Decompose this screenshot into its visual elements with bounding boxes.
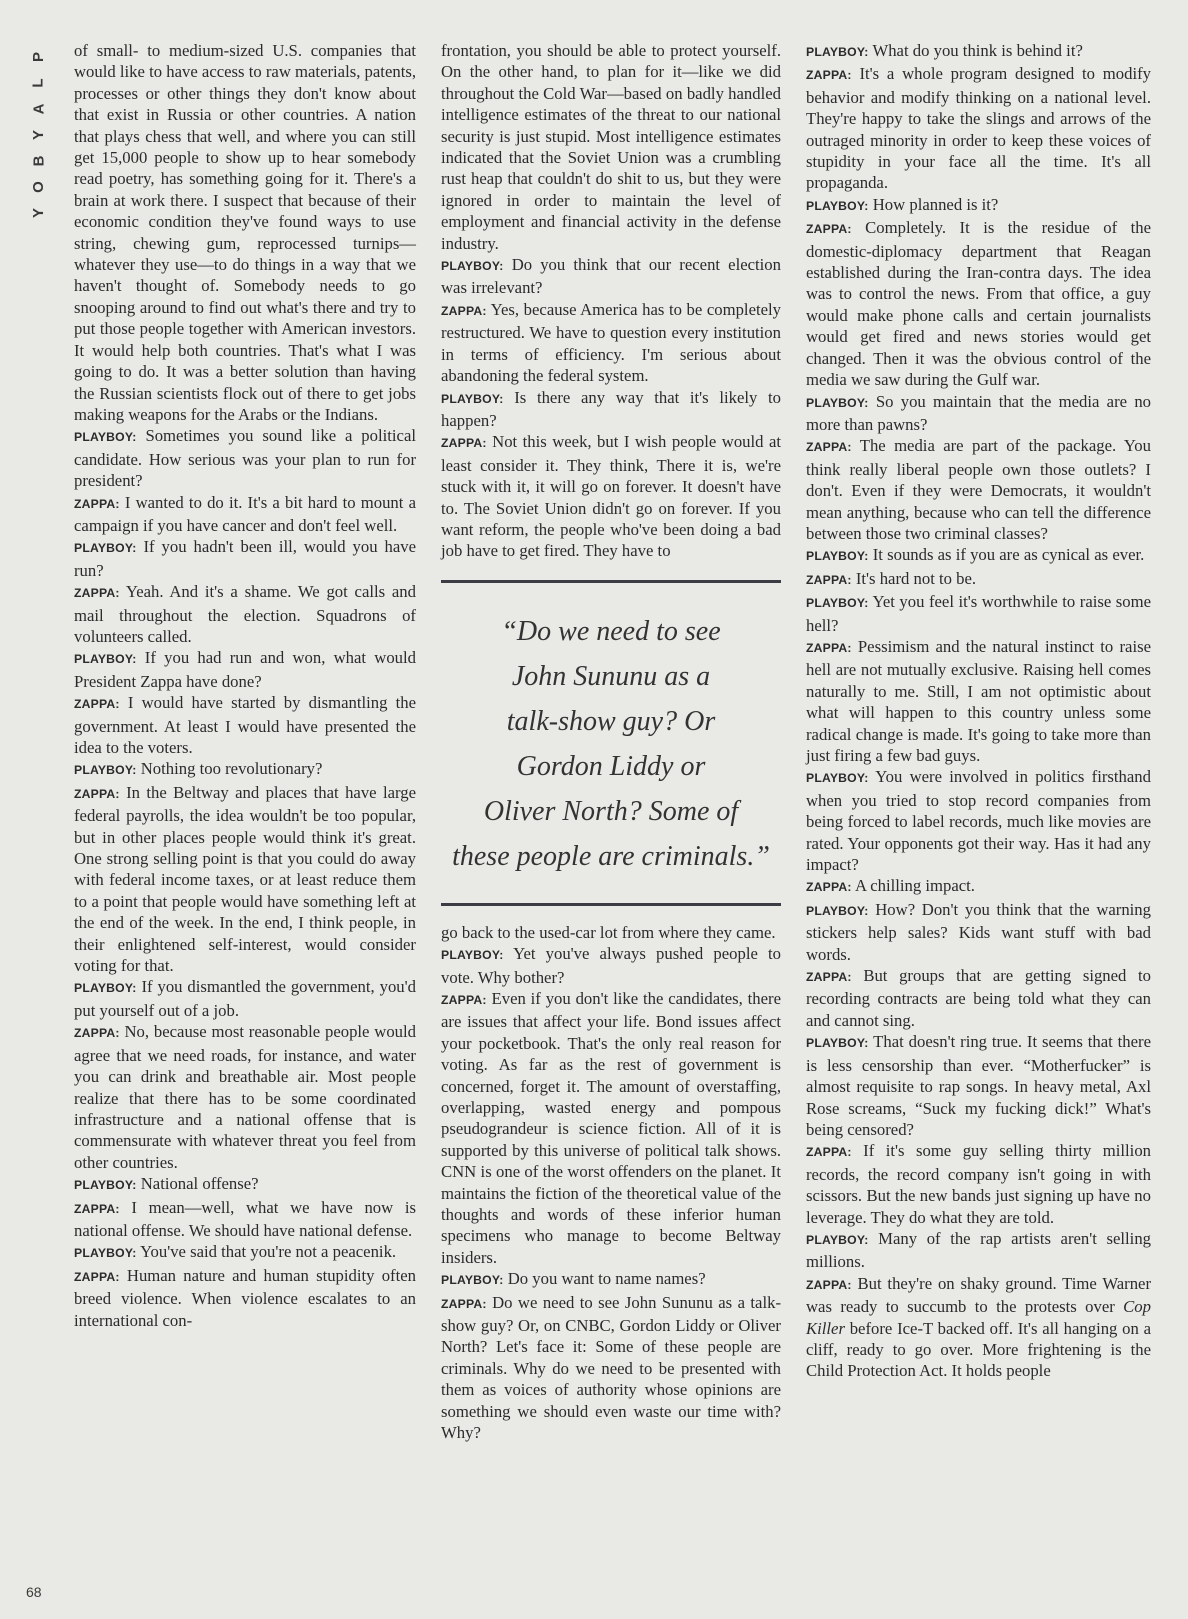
exchange: [74, 536, 416, 581]
speaker-label: ZAPPA:: [806, 572, 852, 587]
speaker-label: ZAPPA:: [806, 970, 852, 985]
exchange: [74, 692, 416, 758]
answer-text: The media are part of the package. You think really liberal people own those outlets? I don't. Even if they were Democrats, it wouldn't mean anything, because who can tell the difference between those two criminal classes?: [806, 436, 1151, 543]
exchange: [806, 435, 1151, 544]
exchange: [74, 1173, 416, 1196]
divider: [441, 903, 781, 906]
answer-text: I would have started by dismantling the government. At least I would have presented the idea to the voters.: [74, 693, 416, 757]
exchange: [806, 40, 1151, 63]
answer-text: Completely. It is the residue of the domestic-diplomacy department that Reagan established during the Iran-contra days. The idea was to control the news. From that office, a guy would make phone calls and certain journalists would get fired and news stories would get changed. Then it was the obvious control of the media we saw during the Gulf war.: [806, 218, 1152, 390]
page-number: 68: [26, 1584, 42, 1600]
speaker-label: PLAYBOY:: [441, 259, 504, 274]
exchange: [806, 568, 1151, 591]
column-2: [441, 40, 781, 1444]
speaker-label: PLAYBOY:: [806, 1036, 869, 1051]
exchange: [806, 1273, 1151, 1382]
speaker-label: ZAPPA:: [806, 68, 852, 83]
masthead-letter: Y: [29, 207, 47, 219]
column-3: [806, 40, 1151, 1382]
exchange: [806, 1140, 1151, 1228]
question-text: How? Don't you think that the warning stickers help sales? Kids want stuff with bad words.: [806, 899, 1151, 964]
answer-text: Yeah. And it's a shame. We got calls and mail throughout the election. Squadrons of volunteers called.: [74, 582, 416, 646]
exchange: [74, 976, 416, 1021]
speaker-label: PLAYBOY:: [74, 652, 137, 667]
masthead-letter: B: [30, 155, 47, 167]
speaker-label: PLAYBOY:: [806, 596, 869, 611]
exchange: [806, 899, 1151, 965]
exchange: [806, 1031, 1151, 1140]
exchange: [806, 591, 1151, 636]
speaker-label: PLAYBOY:: [441, 391, 504, 406]
paragraph: frontation, you should be able to protect yourself. On the other hand, to plan for it—like we did throughout the Cold War—based on badly handled intelligence estimates of the threat to our national security is just stupid. Most intelligence estimates indicated that the Soviet Union was a crumbling rust heap that couldn't do shit to us, but they were ignored in order to maintain the level of employment and financial activity in the defense industry.: [441, 41, 781, 253]
exchange: [441, 299, 781, 387]
question-text: Do you want to name names?: [507, 1269, 706, 1289]
question-text: That doesn't ring true. It seems that there is less censorship than ever. “Motherfucker” is almost requisite to rap songs. In heavy metal, Axl Rose screams, “Suck my fucking dick!” What's being censored?: [806, 1032, 1151, 1139]
speaker-label: PLAYBOY:: [74, 763, 137, 778]
pull-quote-line: Oliver North? Some of: [483, 795, 739, 827]
speaker-label: PLAYBOY:: [806, 395, 869, 410]
exchange: [441, 943, 781, 988]
column-1: [74, 40, 416, 1331]
exchange: [74, 647, 416, 692]
question-text: You were involved in politics firsthand when you tried to stop record companies from being forced to label records, much like movies are rated. Your opponents got their way. Has it had any impact?: [806, 767, 1151, 875]
question-text: Many of the rap artists aren't selling millions.: [806, 1228, 1152, 1272]
exchange: [806, 544, 1151, 567]
song-title: Cop Killer: [806, 1297, 1151, 1338]
exchange: [806, 1228, 1151, 1273]
exchange: [441, 431, 781, 561]
answer-text: before Ice-T backed off. It's all hanging on a cliff, ready to go over. More frightening is the Child Protection Act. It holds people: [806, 1318, 1151, 1381]
speaker-label: ZAPPA:: [74, 586, 120, 601]
speaker-label: PLAYBOY:: [806, 198, 869, 213]
speaker-label: ZAPPA:: [806, 880, 852, 895]
exchange: [806, 194, 1151, 217]
exchange: [74, 782, 416, 977]
answer-text: If it's some guy selling thirty million records, the record company isn't going in with scissors. But the new bands just signing up have no leverage. They do what they are told.: [806, 1141, 1152, 1227]
exchange: [74, 581, 416, 647]
speaker-label: PLAYBOY:: [806, 1232, 869, 1247]
question-text: Do you think that our recent election was irrelevant?: [441, 255, 781, 298]
speaker-label: ZAPPA:: [441, 992, 487, 1007]
speaker-label: ZAPPA:: [806, 640, 852, 655]
exchanges: [441, 943, 781, 1443]
speaker-label: ZAPPA:: [74, 786, 120, 801]
question-text: How planned is it?: [872, 194, 999, 214]
answer-text: Yes, because America has to be completely restructured. We have to question every institution in terms of efficiency. I'm serious about abandoning the federal system.: [441, 299, 781, 386]
exchange: [806, 766, 1151, 875]
speaker-label: ZAPPA:: [441, 303, 487, 318]
speaker-label: ZAPPA:: [74, 697, 120, 712]
answer-text: Even if you don't like the candidates, there are issues that affect your life. Bond issues affect your pocketbook. That's the only real reason for voting. As far as the rest of government is concerned, forget it. The amount of overstaffing, overlapping, wasted energy and pompous pseudograndeur is science fiction. All of it is supported by this universe of political talk shows. CNN is one of the worst offenders on the planet. It maintains the fiction of the theoretical value of the thoughts and words of these inferior human specimens who manage to become Beltway insiders.: [441, 988, 782, 1267]
pull-quote-text: [441, 583, 781, 903]
pull-quote-line: these people are criminals.”: [452, 840, 770, 872]
speaker-label: PLAYBOY:: [74, 541, 137, 556]
question-text: What do you think is behind it?: [872, 41, 1083, 60]
pull-quote-line: John Sununu as a: [511, 660, 711, 692]
answer-text: No, because most reasonable people would agree that we need roads, for instance, and water you can drink and breathable air. Most people realize that there has to be some coordinated infrastructure and a national offense that is commensurate with whatever threat you feel from other countries.: [74, 1022, 417, 1172]
question-text: Yet you feel it's worthwhile to raise some hell?: [806, 592, 1151, 635]
exchange: [74, 1021, 416, 1173]
masthead-letter: Y: [29, 129, 47, 141]
answer-text: In the Beltway and places that have large federal payrolls, the idea wouldn't be too popular, but in other places people would think it's great. One strong selling point is that you could do away with federal income taxes, or at least reduce them to a point that people would have something left at the end of the week. In the end, I think people, in their enlightened self-interest, would consider voting for that.: [74, 782, 417, 976]
speaker-label: PLAYBOY:: [806, 45, 869, 59]
speaker-label: ZAPPA:: [441, 436, 487, 451]
speaker-label: ZAPPA:: [74, 1201, 120, 1216]
exchanges: [806, 40, 1151, 1273]
answer-text: But they're on shaky ground. Time Warner was ready to succumb to the protests over: [806, 1273, 1152, 1317]
speaker-label: PLAYBOY:: [806, 549, 869, 564]
answer-text: Do we need to see John Sununu as a talk-show guy? Or, on CNBC, Gordon Liddy or Oliver North? Let's face it: Some of these people are criminals. Why do we need to be presented with them as voices of authority whose opinions are something we should even waste our time with? Why?: [441, 1292, 782, 1443]
exchange: [441, 254, 781, 299]
exchange: [74, 758, 416, 781]
speaker-label: PLAYBOY:: [74, 430, 137, 445]
exchange: [806, 875, 1151, 898]
speaker-label: PLAYBOY:: [74, 1246, 137, 1261]
paragraph: go back to the used-car lot from where they came.: [441, 922, 776, 942]
speaker-label: ZAPPA:: [74, 1026, 120, 1041]
question-text: If you hadn't been ill, would you have run?: [74, 537, 416, 580]
exchange: [441, 387, 781, 432]
speaker-label: PLAYBOY:: [806, 903, 869, 918]
pull-quote: [441, 580, 781, 906]
exchange: [74, 1265, 416, 1331]
speaker-label: PLAYBOY:: [441, 948, 504, 963]
answer-text: It's a whole program designed to modify behavior and modify thinking on a national level. They're happy to take the slings and arrows of the outraged minority in order to keep these voices of stupidity in your face all the time. It's all propaganda.: [806, 64, 1152, 193]
answer-text: Not this week, but I wish people would at least consider it. They think, There it is, we're stuck with it, it will go on forever. It doesn't have to. The Soviet Union didn't go on forever. If you want reform, the people who've been doing a bad job have to get fired. They have to: [441, 432, 782, 561]
paragraph: of small- to medium-sized U.S. companies that would like to have access to raw materials, patents, processes or other things they don't know about that exist in Russia or other countries. A nation that plays chess that well, and where you can still get 15,000 people to show up to hear somebody read poetry, has something going for it. There's a brain at work there. I suspect that because of their economic condition they've found ways to use string, chewing gum, reprocessed turnips—whatever they use—to do things in a way that we haven't thought of. Somebody needs to go snooping around to find out what's there and try to put those people together with American investors. It would help both countries. That's what I was going to do. It was a better solution than having the Russian scientists flock out of there to get jobs making weapons for the Arabs or the Indians.: [74, 41, 416, 424]
answer-text: It's hard not to be.: [855, 568, 977, 588]
speaker-label: ZAPPA:: [806, 440, 852, 455]
exchange: [74, 1241, 416, 1264]
question-text: Sometimes you sound like a political candidate. How serious was your plan to run for president?: [74, 426, 416, 491]
speaker-label: ZAPPA:: [441, 1296, 487, 1311]
speaker-label: ZAPPA:: [806, 222, 852, 237]
speaker-label: PLAYBOY:: [74, 1178, 137, 1193]
exchange: [806, 965, 1151, 1031]
exchange: [441, 988, 781, 1268]
speaker-label: ZAPPA:: [74, 1269, 120, 1284]
question-text: If you had run and won, what would President Zappa have done?: [74, 648, 417, 691]
exchange: [441, 1268, 781, 1291]
speaker-label: PLAYBOY:: [806, 771, 869, 786]
pull-quote-line: “Do we need to see: [501, 615, 721, 647]
question-text: Is there any way that it's likely to happen?: [441, 387, 782, 430]
speaker-label: PLAYBOY:: [441, 1273, 504, 1288]
exchange: [806, 63, 1151, 193]
speaker-label: PLAYBOY:: [74, 981, 137, 996]
answer-text: Human nature and human stupidity often breed violence. When violence escalates to an international con-: [74, 1265, 416, 1330]
masthead-letter: O: [29, 181, 47, 193]
speaker-label: ZAPPA:: [74, 496, 120, 511]
question-text: National offense?: [140, 1174, 259, 1194]
answer-text: But groups that are getting signed to recording contracts are being told what they can and cannot sing.: [806, 966, 1152, 1030]
speaker-label: ZAPPA:: [806, 1277, 852, 1292]
exchange: [74, 425, 416, 491]
answer-text: Pessimism and the natural instinct to raise hell are not mutually exclusive. Raising hell comes naturally to me. Still, I am not optimistic about what will happen to this country unless some radical change is made. It's going to take more than just firing a few bad guys.: [806, 636, 1151, 765]
exchange: [74, 1197, 416, 1242]
question-text: It sounds as if you are as cynical as ever.: [872, 545, 1145, 565]
masthead: [26, 44, 52, 226]
question-text: Yet you've always pushed people to vote. Why bother?: [441, 944, 781, 987]
answer-text: A chilling impact.: [854, 876, 975, 896]
exchanges: [74, 425, 416, 1331]
pull-quote-line: Gordon Liddy or: [516, 750, 706, 782]
exchange: [806, 391, 1151, 436]
pull-quote-line: talk-show guy? Or: [506, 705, 716, 737]
question-text: So you maintain that the media are no more than pawns?: [806, 391, 1152, 434]
speaker-label: ZAPPA:: [806, 1145, 852, 1160]
question-text: If you dismantled the government, you'd put yourself out of a job.: [74, 977, 416, 1020]
masthead-letter: L: [29, 78, 47, 88]
exchange: [806, 217, 1151, 390]
exchange: [74, 492, 416, 537]
question-text: Nothing too revolutionary?: [140, 759, 323, 779]
exchanges: [441, 254, 781, 562]
question-text: You've said that you're not a peacenik.: [140, 1242, 397, 1262]
masthead-letter: P: [29, 51, 47, 63]
exchange: [806, 636, 1151, 766]
answer-text: I mean—well, what we have now is national offense. We should have national defense.: [74, 1197, 416, 1240]
exchange: [441, 1292, 781, 1444]
answer-text: I wanted to do it. It's a bit hard to mount a campaign if you have cancer and don't feel well.: [74, 492, 416, 535]
masthead-letter: A: [30, 103, 47, 115]
